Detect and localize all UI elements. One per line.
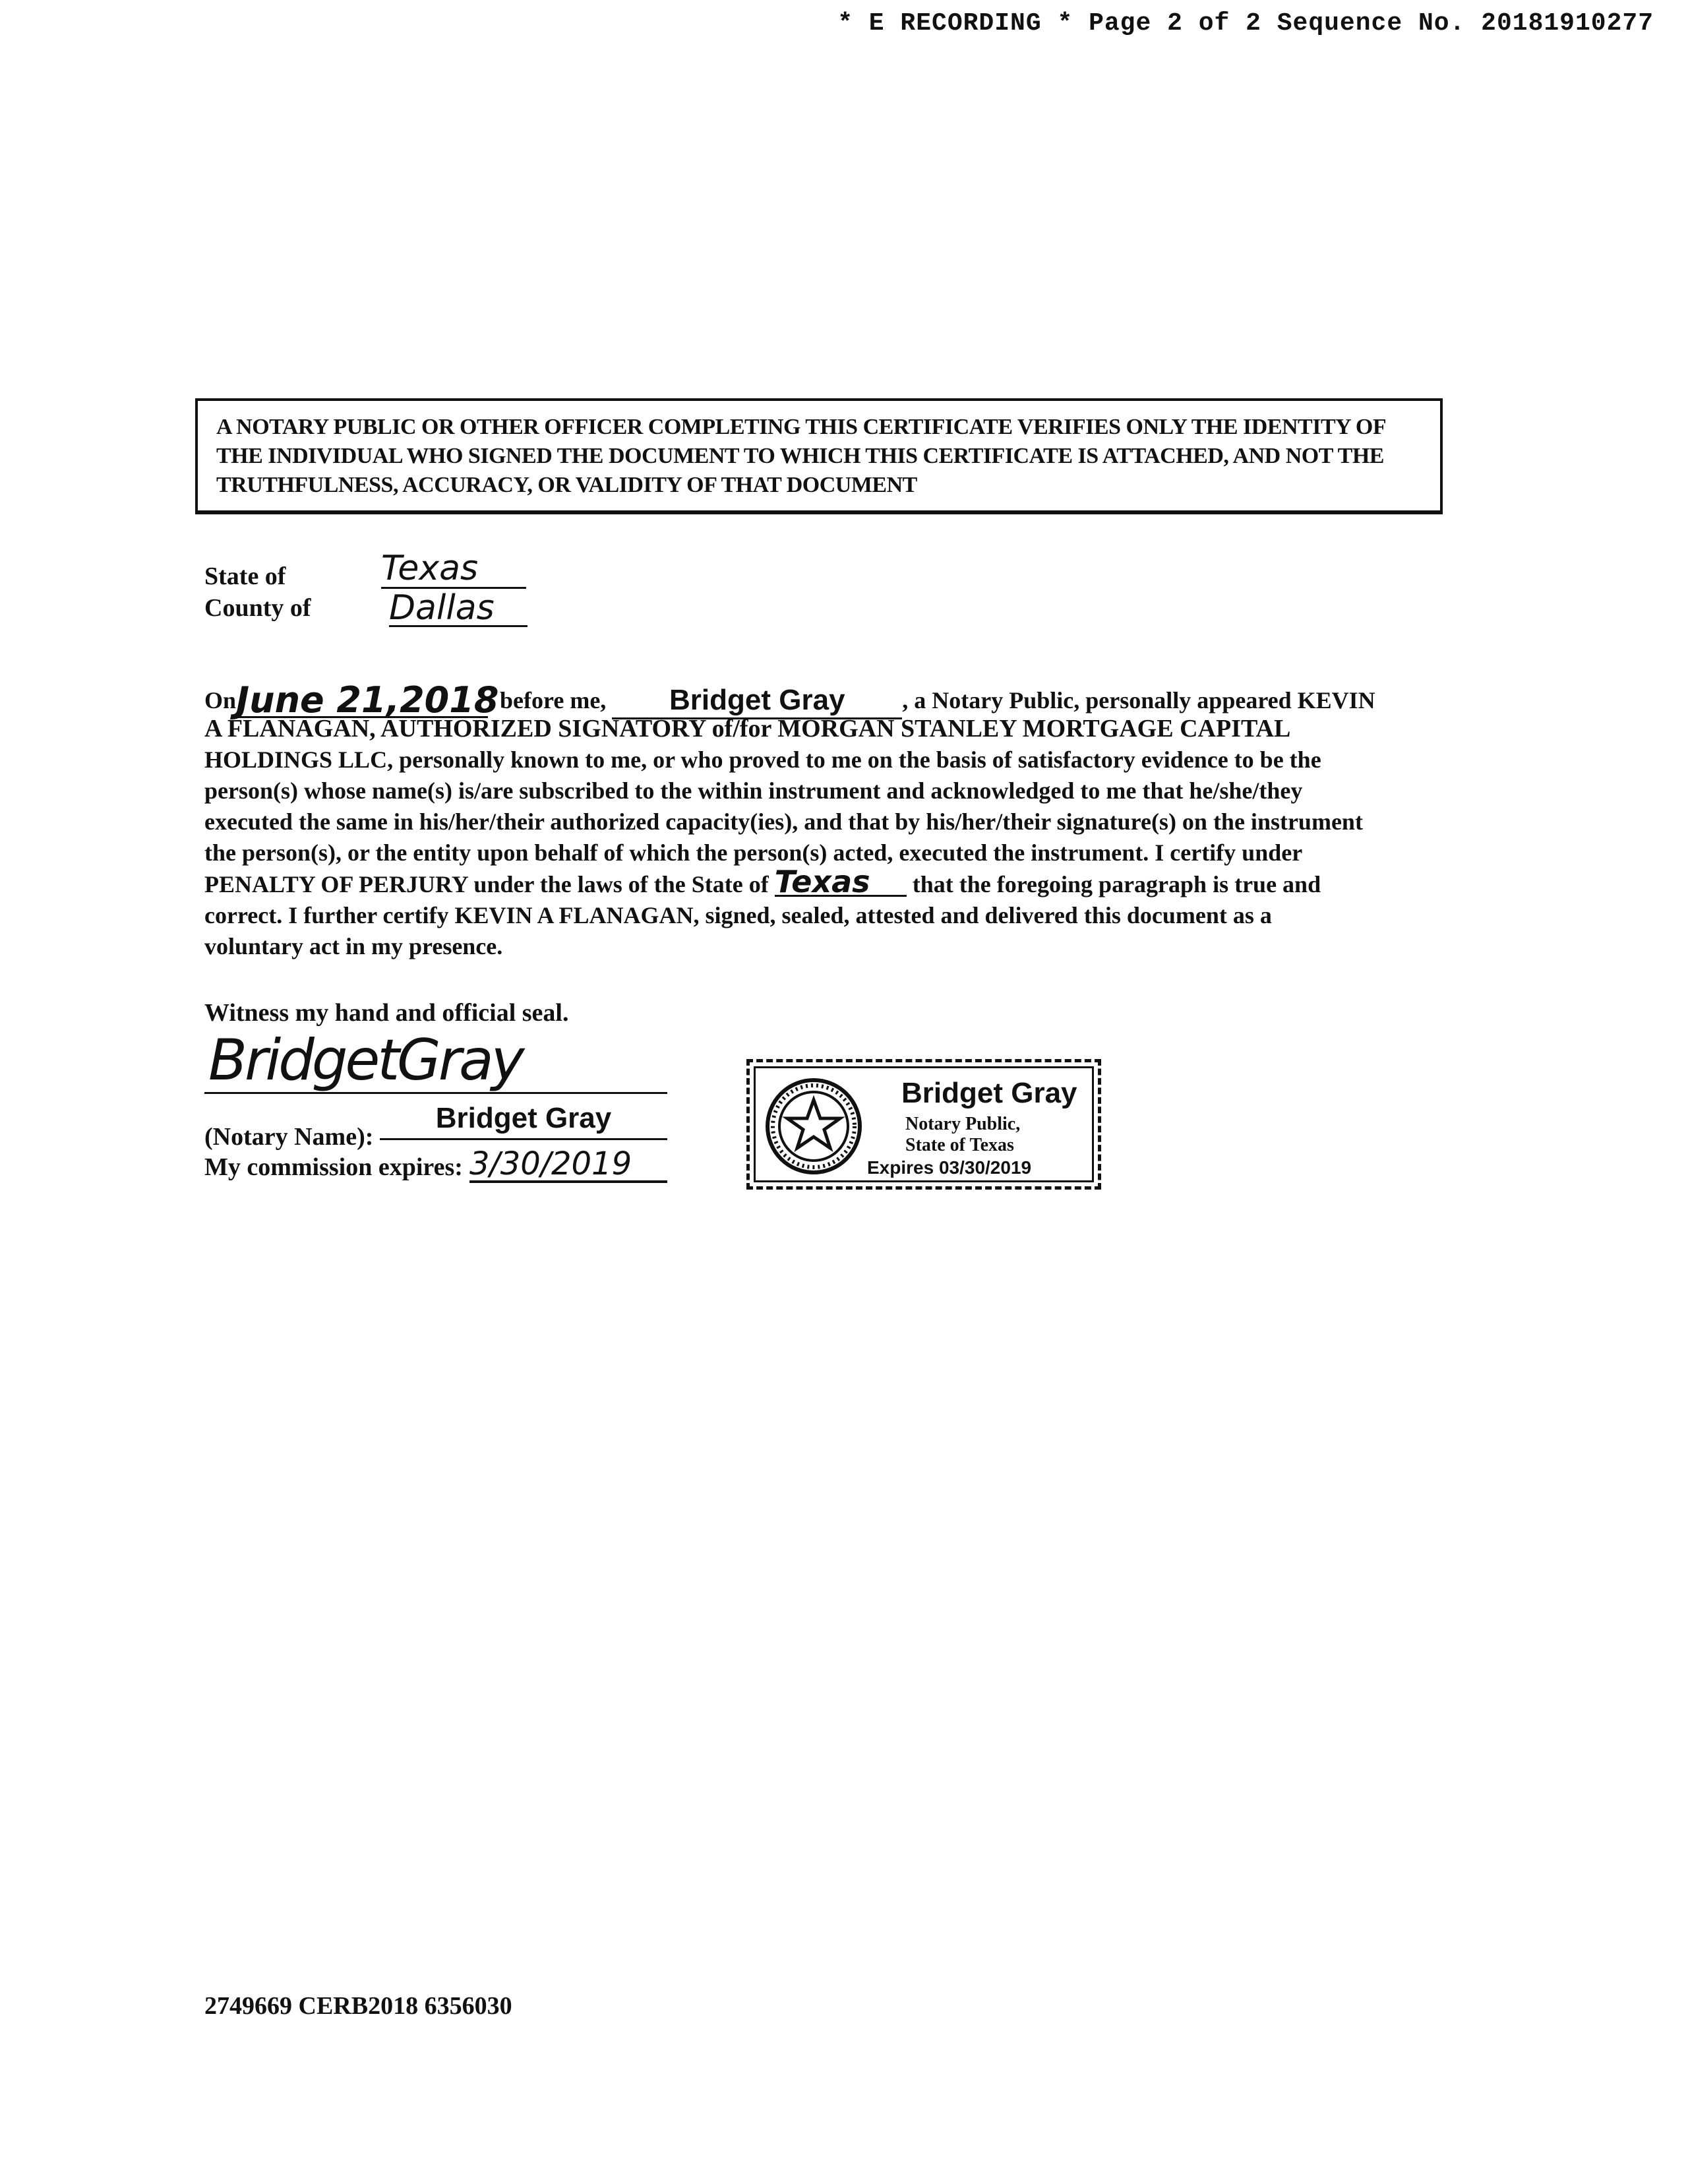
on-label: On [204, 687, 237, 713]
notary-seal-stamp [746, 1059, 1101, 1190]
commission-expires-handwritten: 3/30/2019 [469, 1147, 667, 1183]
body-line: correct. I further certify KEVIN A FLANAGAN, signed, sealed, attested and delivered this document as a [204, 902, 1272, 928]
notary-disclaimer-box [195, 398, 1443, 514]
commission-label: My commission expires: [204, 1153, 463, 1181]
signature-line [204, 1029, 667, 1094]
notary-name-label: (Notary Name): [204, 1123, 374, 1151]
body-line: executed the same in his/her/their authorized capacity(ies), and that by his/her/their signature(s) on the instrument [204, 808, 1363, 835]
seal-name: Bridget Gray [901, 1077, 1077, 1109]
seal-title: Notary Public, [905, 1114, 1021, 1134]
disclaimer-line: THE INDIVIDUAL WHO SIGNED THE DOCUMENT TO WHICH THIS CERTIFICATE IS ATTACHED, AND NOT THE [216, 444, 1384, 468]
notary-printed-name: Bridget Gray [612, 683, 902, 719]
body-line: HOLDINGS LLC, personally known to me, or who proved to me on the basis of satisfactory evidence to be the [204, 746, 1321, 773]
state-value-handwritten: Texas [381, 550, 526, 589]
document-code-footer: 2749669 CERB2018 6356030 [204, 1992, 512, 2020]
seal-state: State of Texas [905, 1135, 1014, 1155]
body-line: person(s) whose name(s) is/are subscribed to the within instrument and acknowledged to me that he/she/they [204, 777, 1303, 804]
perjury-state-handwritten: Texas [775, 868, 907, 897]
texas-star-seal-icon [764, 1077, 863, 1176]
before-me-text: , before me, [488, 687, 607, 713]
seal-expires: Expires 03/30/2019 [867, 1157, 1032, 1178]
body-line-perjury [204, 864, 1457, 900]
body-line: the person(s), or the entity upon behalf of which the person(s) acted, executed the instrument. I certify under [204, 839, 1303, 866]
disclaimer-line: TRUTHFULNESS, ACCURACY, OR VALIDITY OF THAT DOCUMENT [216, 473, 917, 497]
recording-header: * E RECORDING * Page 2 of 2 Sequence No. 20181910277 [837, 9, 1654, 38]
notary-name-value: Bridget Gray [380, 1099, 667, 1140]
notary-signature: BridgetGray [208, 1027, 522, 1093]
date-handwritten: June 21,2018 [236, 679, 499, 721]
disclaimer-line: A NOTARY PUBLIC OR OTHER OFFICER COMPLETING THIS CERTIFICATE VERIFIES ONLY THE IDENTITY OF [216, 415, 1387, 439]
perjury-text-end: that the foregoing paragraph is true and [912, 871, 1321, 897]
perjury-text: PENALTY OF PERJURY under the laws of the State of [204, 871, 769, 897]
county-value-handwritten: Dallas [389, 591, 528, 627]
body-line: voluntary act in my presence. [204, 933, 503, 959]
after-notary-text: , a Notary Public, personally appeared KEVIN [902, 687, 1375, 713]
body-line: A FLANAGAN, AUTHORIZED SIGNATORY of/for MORGAN STANLEY MORTGAGE CAPITAL [204, 715, 1291, 743]
county-label: County of [204, 594, 311, 622]
state-label: State of [204, 562, 286, 590]
acknowledgment-body [204, 713, 1457, 962]
witness-text: Witness my hand and official seal. [204, 999, 569, 1027]
